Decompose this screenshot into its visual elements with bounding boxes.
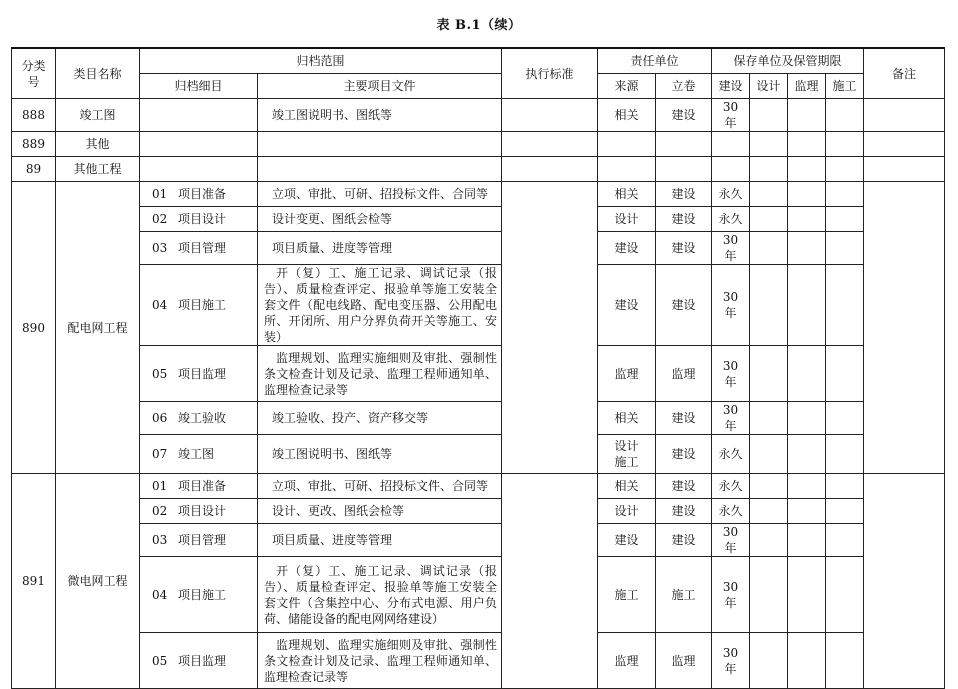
row-supervise bbox=[788, 99, 826, 132]
row-construct bbox=[826, 232, 864, 265]
table-row bbox=[12, 99, 945, 132]
table-row bbox=[12, 633, 945, 689]
row-construct bbox=[826, 402, 864, 435]
row-design bbox=[750, 182, 788, 207]
row-filing: 建设 bbox=[656, 265, 712, 346]
row-design bbox=[750, 524, 788, 557]
row-detail: 07 竣工图 bbox=[140, 435, 258, 474]
row-code: 888 bbox=[12, 99, 56, 132]
row-source: 监理 bbox=[598, 633, 656, 689]
row-docs: 开（复）工、施工记录、调试记录（报告）、质量检查评定、报验单等施工安装全套文件（含集控中心、分布式电源、用户负荷、储能设备的配电网网络建设） bbox=[258, 557, 502, 633]
row-source: 建设 bbox=[598, 265, 656, 346]
row-docs: 竣工验收、投产、资产移交等 bbox=[258, 402, 502, 435]
row-build bbox=[712, 157, 750, 182]
row-design bbox=[750, 499, 788, 524]
table-row bbox=[12, 346, 945, 402]
table-row bbox=[12, 524, 945, 557]
row-detail: 05 项目监理 bbox=[140, 633, 258, 689]
row-build: 30 年 bbox=[712, 99, 750, 132]
header-responsibility: 责任单位 bbox=[598, 48, 712, 74]
row-build: 30 年 bbox=[712, 265, 750, 346]
group-remarks bbox=[864, 474, 945, 689]
row-design bbox=[750, 557, 788, 633]
row-construct bbox=[826, 265, 864, 346]
row-design bbox=[750, 633, 788, 689]
row-detail: 01 项目准备 bbox=[140, 474, 258, 499]
row-build: 永久 bbox=[712, 435, 750, 474]
header-retention: 保存单位及保管期限 bbox=[712, 48, 864, 74]
table-row bbox=[12, 499, 945, 524]
table-row bbox=[12, 182, 945, 207]
row-supervise bbox=[788, 633, 826, 689]
row-filing: 施工 bbox=[656, 557, 712, 633]
row-detail: 01 项目准备 bbox=[140, 182, 258, 207]
header-code: 分类号 bbox=[12, 48, 56, 99]
row-design bbox=[750, 474, 788, 499]
row-source: 相关 bbox=[598, 402, 656, 435]
row-source bbox=[598, 157, 656, 182]
row-source: 相关 bbox=[598, 99, 656, 132]
row-build: 30 年 bbox=[712, 232, 750, 265]
table-row bbox=[12, 132, 945, 157]
table-row bbox=[12, 265, 945, 346]
row-construct bbox=[826, 346, 864, 402]
table-row bbox=[12, 232, 945, 265]
header-source: 来源 bbox=[598, 74, 656, 99]
row-docs bbox=[258, 132, 502, 157]
row-detail bbox=[140, 99, 258, 132]
row-construct bbox=[826, 474, 864, 499]
row-design bbox=[750, 346, 788, 402]
row-build: 30 年 bbox=[712, 346, 750, 402]
row-construct bbox=[826, 524, 864, 557]
row-build: 永久 bbox=[712, 207, 750, 232]
row-detail: 03 项目管理 bbox=[140, 232, 258, 265]
row-filing: 监理 bbox=[656, 633, 712, 689]
row-category: 其他 bbox=[56, 132, 140, 157]
row-build: 30 年 bbox=[712, 524, 750, 557]
row-source bbox=[598, 132, 656, 157]
row-remarks bbox=[864, 157, 945, 182]
row-source: 建设 bbox=[598, 524, 656, 557]
row-supervise bbox=[788, 207, 826, 232]
row-docs: 监理规划、监理实施细则及审批、强制性条文检查计划及记录、监理工程师通知单、监理检查记录等 bbox=[258, 346, 502, 402]
group-category: 微电网工程 bbox=[56, 474, 140, 689]
row-detail: 06 竣工验收 bbox=[140, 402, 258, 435]
row-build: 30 年 bbox=[712, 402, 750, 435]
row-code: 89 bbox=[12, 157, 56, 182]
row-standard bbox=[502, 157, 598, 182]
row-supervise bbox=[788, 435, 826, 474]
row-source: 设计 施工 bbox=[598, 435, 656, 474]
row-build: 30 年 bbox=[712, 557, 750, 633]
table-row bbox=[12, 474, 945, 499]
row-category: 其他工程 bbox=[56, 157, 140, 182]
row-docs: 开（复）工、施工记录、调试记录（报告）、质量检查评定、报验单等施工安装全套文件（配电线路、配电变压器、公用配电所、开闭所、用户分界负荷开关等施工、安装） bbox=[258, 265, 502, 346]
row-docs: 设计、更改、图纸会检等 bbox=[258, 499, 502, 524]
row-build: 永久 bbox=[712, 499, 750, 524]
row-filing bbox=[656, 157, 712, 182]
row-design bbox=[750, 99, 788, 132]
group-remarks bbox=[864, 182, 945, 474]
row-docs: 设计变更、图纸会检等 bbox=[258, 207, 502, 232]
header-supervise: 监理 bbox=[788, 74, 826, 99]
row-construct bbox=[826, 132, 864, 157]
row-docs bbox=[258, 157, 502, 182]
group-code: 890 bbox=[12, 182, 56, 474]
table-title: 表 B.1（续） bbox=[436, 18, 522, 33]
row-docs: 竣工图说明书、图纸等 bbox=[258, 99, 502, 132]
row-design bbox=[750, 435, 788, 474]
header-category: 类目名称 bbox=[56, 48, 140, 99]
row-supervise bbox=[788, 474, 826, 499]
row-docs: 竣工图说明书、图纸等 bbox=[258, 435, 502, 474]
row-supervise bbox=[788, 557, 826, 633]
row-filing: 建设 bbox=[656, 402, 712, 435]
row-build: 30 年 bbox=[712, 633, 750, 689]
row-docs: 立项、审批、可研、招投标文件、合同等 bbox=[258, 474, 502, 499]
row-build: 永久 bbox=[712, 182, 750, 207]
row-source: 相关 bbox=[598, 182, 656, 207]
table-row bbox=[12, 157, 945, 182]
row-filing: 建设 bbox=[656, 435, 712, 474]
row-construct bbox=[826, 435, 864, 474]
header-construct: 施工 bbox=[826, 74, 864, 99]
table-row bbox=[12, 557, 945, 633]
row-remarks bbox=[864, 99, 945, 132]
row-detail bbox=[140, 157, 258, 182]
row-detail: 04 项目施工 bbox=[140, 265, 258, 346]
row-construct bbox=[826, 99, 864, 132]
row-supervise bbox=[788, 265, 826, 346]
row-source: 相关 bbox=[598, 474, 656, 499]
row-detail: 02 项目设计 bbox=[140, 499, 258, 524]
row-filing: 建设 bbox=[656, 99, 712, 132]
row-standard bbox=[502, 132, 598, 157]
row-supervise bbox=[788, 232, 826, 265]
group-code: 891 bbox=[12, 474, 56, 689]
row-filing: 建设 bbox=[656, 524, 712, 557]
row-construct bbox=[826, 207, 864, 232]
row-docs: 监理规划、监理实施细则及审批、强制性条文检查计划及记录、监理工程师通知单、监理检查记录等 bbox=[258, 633, 502, 689]
row-docs: 项目质量、进度等管理 bbox=[258, 524, 502, 557]
table-row bbox=[12, 207, 945, 232]
table-row bbox=[12, 435, 945, 474]
row-docs: 项目质量、进度等管理 bbox=[258, 232, 502, 265]
row-source: 设计 bbox=[598, 499, 656, 524]
row-supervise bbox=[788, 402, 826, 435]
row-construct bbox=[826, 157, 864, 182]
row-detail bbox=[140, 132, 258, 157]
group-standard bbox=[502, 474, 598, 689]
archive-table bbox=[11, 47, 945, 689]
row-supervise bbox=[788, 132, 826, 157]
row-filing: 建设 bbox=[656, 182, 712, 207]
group-standard bbox=[502, 182, 598, 474]
row-detail: 03 项目管理 bbox=[140, 524, 258, 557]
header-design: 设计 bbox=[750, 74, 788, 99]
row-design bbox=[750, 402, 788, 435]
row-docs: 立项、审批、可研、招投标文件、合同等 bbox=[258, 182, 502, 207]
header-filing: 立卷 bbox=[656, 74, 712, 99]
row-source: 施工 bbox=[598, 557, 656, 633]
row-detail: 02 项目设计 bbox=[140, 207, 258, 232]
row-supervise bbox=[788, 499, 826, 524]
row-design bbox=[750, 232, 788, 265]
row-detail: 04 项目施工 bbox=[140, 557, 258, 633]
row-build bbox=[712, 132, 750, 157]
row-supervise bbox=[788, 157, 826, 182]
row-source: 监理 bbox=[598, 346, 656, 402]
row-filing bbox=[656, 132, 712, 157]
table-row bbox=[12, 402, 945, 435]
header-remarks: 备注 bbox=[864, 48, 945, 99]
row-filing: 监理 bbox=[656, 346, 712, 402]
row-filing: 建设 bbox=[656, 207, 712, 232]
header-build: 建设 bbox=[712, 74, 750, 99]
header-docs: 主要项目文件 bbox=[258, 74, 502, 99]
row-supervise bbox=[788, 346, 826, 402]
row-filing: 建设 bbox=[656, 474, 712, 499]
row-detail: 05 项目监理 bbox=[140, 346, 258, 402]
row-filing: 建设 bbox=[656, 232, 712, 265]
row-design bbox=[750, 132, 788, 157]
row-construct bbox=[826, 633, 864, 689]
header-standard: 执行标准 bbox=[502, 48, 598, 99]
row-design bbox=[750, 207, 788, 232]
row-construct bbox=[826, 182, 864, 207]
row-supervise bbox=[788, 182, 826, 207]
row-design bbox=[750, 265, 788, 346]
row-design bbox=[750, 157, 788, 182]
row-standard bbox=[502, 99, 598, 132]
row-source: 设计 bbox=[598, 207, 656, 232]
row-construct bbox=[826, 557, 864, 633]
header-detail: 归档细目 bbox=[140, 74, 258, 99]
row-code: 889 bbox=[12, 132, 56, 157]
row-source: 建设 bbox=[598, 232, 656, 265]
row-remarks bbox=[864, 132, 945, 157]
row-filing: 建设 bbox=[656, 499, 712, 524]
row-construct bbox=[826, 499, 864, 524]
row-category: 竣工图 bbox=[56, 99, 140, 132]
row-supervise bbox=[788, 524, 826, 557]
row-build: 永久 bbox=[712, 474, 750, 499]
group-category: 配电网工程 bbox=[56, 182, 140, 474]
header-scope: 归档范围 bbox=[140, 48, 502, 74]
